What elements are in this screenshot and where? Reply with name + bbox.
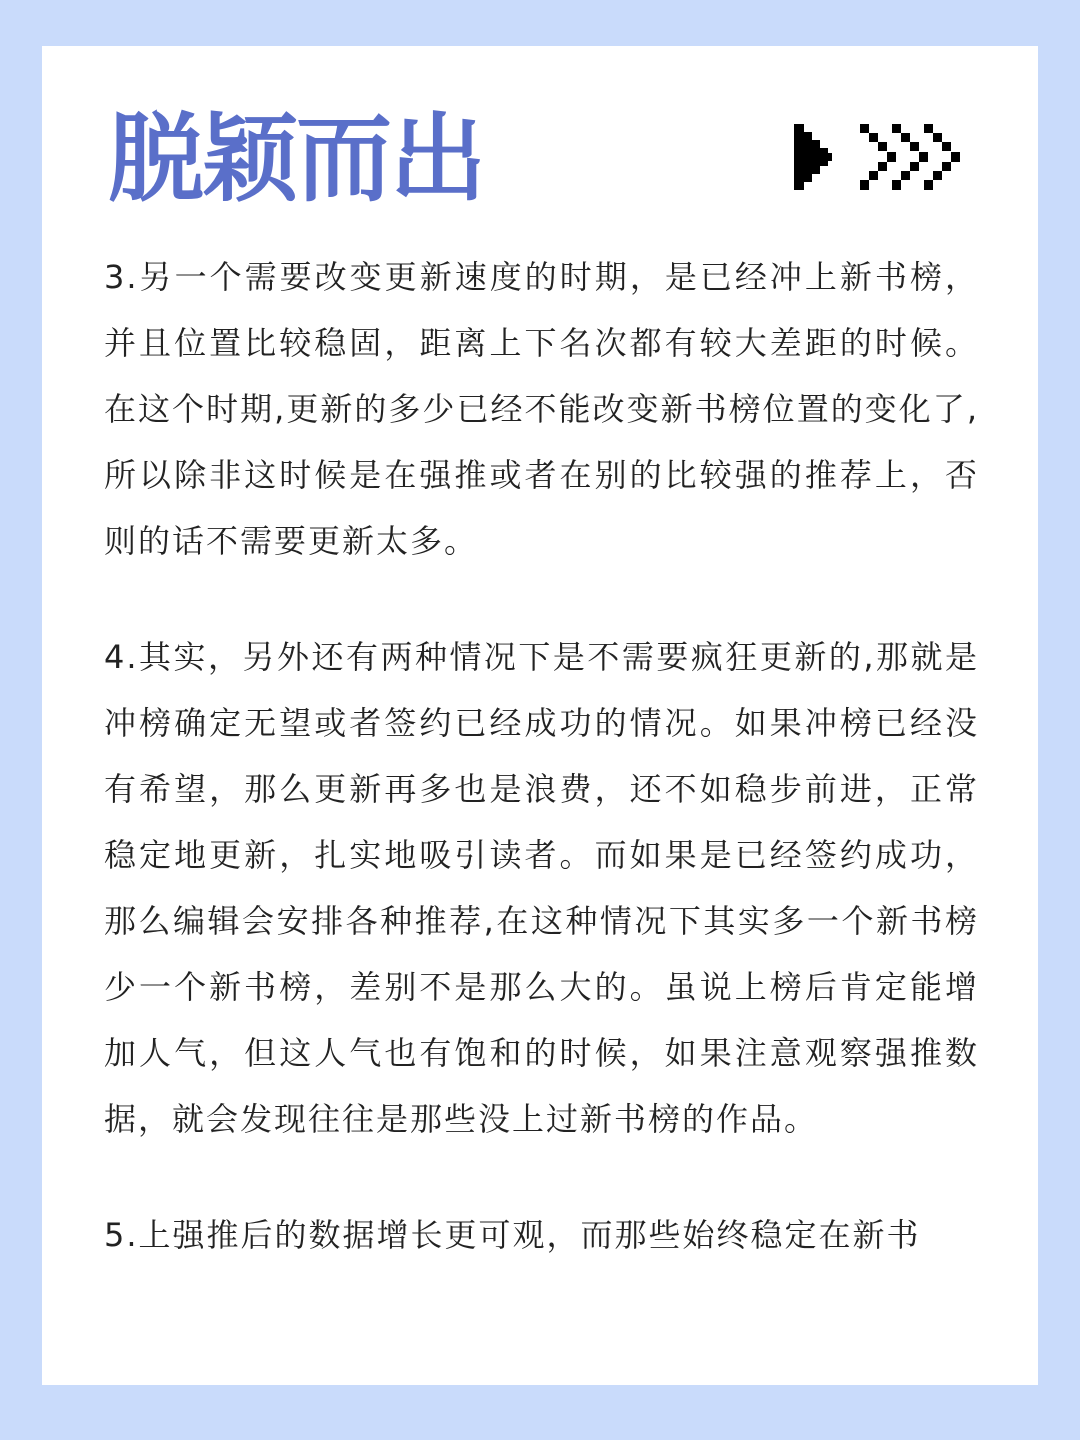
article-body bbox=[104, 244, 979, 1268]
pixel-play-forward-icon bbox=[794, 124, 962, 190]
content-card bbox=[42, 46, 1038, 1385]
paragraph-3: 3.另一个需要改变更新速度的时期，是已经冲上新书榜，并且位置比较稳固，距离上下名次都有较大差距的时候。在这个时期,更新的多少已经不能改变新书榜位置的变化了,所以除非这时候是在强推或者在别的比较强的推荐上，否则的话不需要更新太多。 bbox=[104, 258, 979, 560]
page-title: 脱颖而出 bbox=[108, 103, 484, 215]
paragraph-4: 4.其实，另外还有两种情况下是不需要疯狂更新的,那就是冲榜确定无望或者签约已经成功的情况。如果冲榜已经没有希望，那么更新再多也是浪费，还不如稳步前进，正常稳定地更新，扎实地吸引读者。而如果是已经签约成功，那么编辑会安排各种推荐,在这种情况下其实多一个新书榜少一个新书榜，差别不是那么大的。虽说上榜后肯定能增加人气，但这人气也有饱和的时候，如果注意观察强推数据，就会发现往往是那些没上过新书榜的作品。 bbox=[104, 638, 979, 1138]
paragraph-5: 5.上强推后的数据增长更可观，而那些始终稳定在新书 bbox=[104, 1216, 921, 1254]
